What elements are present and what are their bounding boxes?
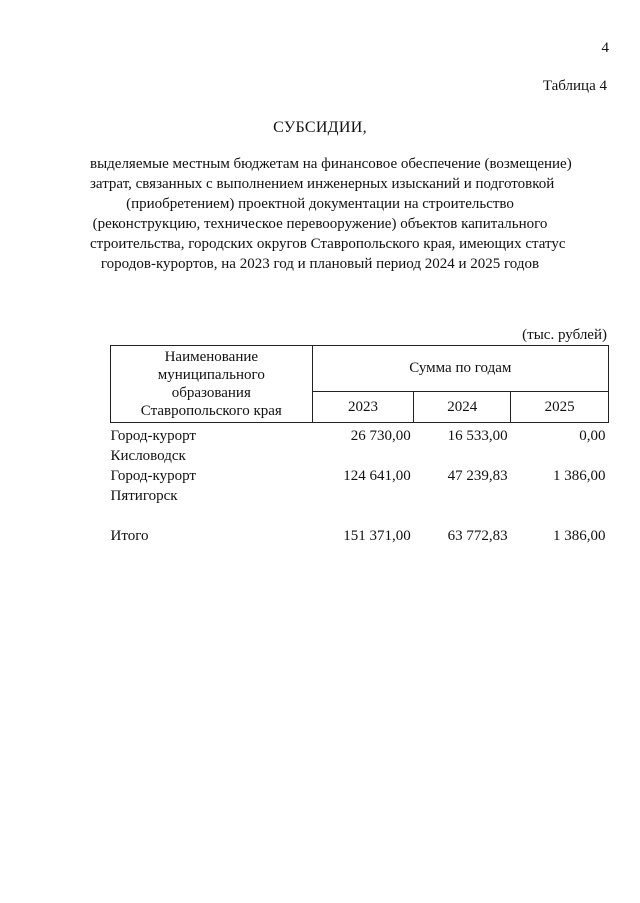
header-line: Наименование	[164, 349, 259, 365]
header-line: Ставропольского края	[140, 403, 282, 419]
name-line: Город-курорт	[110, 468, 196, 484]
total-amount-cell: 63 772,83	[447, 528, 508, 544]
column-header-year: 2025	[511, 392, 609, 423]
amount-cell: 124 641,00	[343, 468, 411, 484]
name-line: Город-курорт	[110, 428, 196, 444]
total-label: Итого	[110, 528, 149, 544]
subtitle-line: (реконструкцию, техническое перевооружение) объектов капитального	[92, 216, 548, 232]
subtitle-line: затрат, связанных с выполнением инженерных изысканий и подготовкой	[90, 176, 555, 192]
amount-cell: 47 239,83	[447, 468, 508, 484]
header-line: образования	[171, 385, 251, 401]
amount-cell: 26 730,00	[350, 428, 411, 444]
page-number: 4	[601, 40, 609, 56]
document-subtitle	[90, 154, 572, 274]
name-line: Кисловодск	[110, 448, 186, 464]
subtitle-line: выделяемые местным бюджетам на финансовое обеспечение (возмещение)	[90, 156, 572, 172]
amount-cell: 1 386,00	[553, 468, 606, 484]
spacer-row	[111, 506, 609, 526]
column-header-year: 2023	[312, 392, 414, 423]
municipality-name	[111, 423, 313, 467]
amount-cell: 0,00	[579, 428, 606, 444]
name-line: Пятигорск	[110, 488, 178, 504]
document-title: СУБСИДИИ,	[273, 119, 367, 136]
subtitle-line: (приобретением) проектной документации на строительство	[126, 196, 514, 212]
units-note: (тыс. рублей)	[522, 327, 607, 343]
table-label: Таблица 4	[542, 78, 607, 94]
total-row	[111, 526, 609, 546]
subtitle-line: строительства, городских округов Ставропольского края, имеющих статус	[90, 236, 566, 252]
header-line: муниципального	[157, 367, 265, 383]
amount-cell: 16 533,00	[447, 428, 508, 444]
table-row	[111, 466, 609, 506]
table-row	[111, 423, 609, 467]
column-header-municipality	[111, 346, 313, 423]
total-amount-cell: 151 371,00	[343, 528, 411, 544]
municipality-name	[111, 466, 313, 506]
subtitle-line: городов-курортов, на 2023 год и плановый период 2024 и 2025 годов	[100, 256, 540, 272]
subsidies-table	[110, 345, 609, 546]
total-amount-cell: 1 386,00	[553, 528, 606, 544]
column-header-year: 2024	[414, 392, 511, 423]
column-header-sum-by-years: Сумма по годам	[312, 346, 608, 392]
